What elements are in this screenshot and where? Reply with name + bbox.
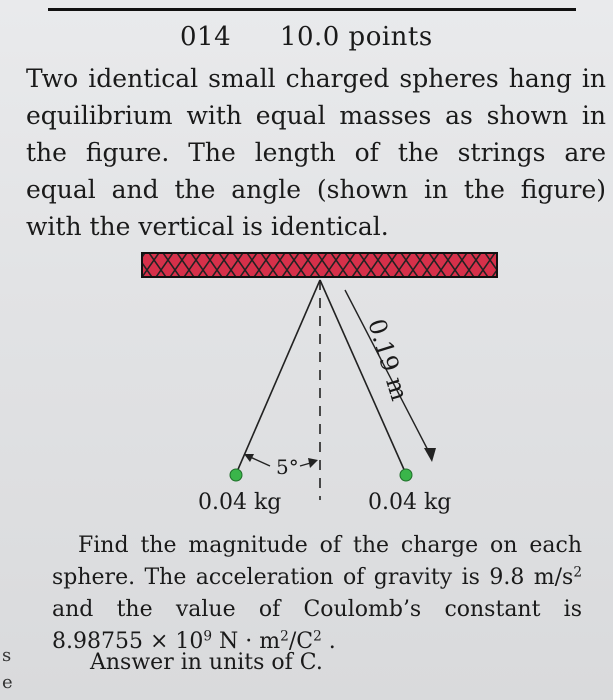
question-points: 10.0 points [279,22,433,52]
units-text: N · m [212,629,281,654]
left-sphere [230,469,242,481]
units-exponent-m: 2 [280,628,289,645]
answer-units: Answer in units of C. [90,650,323,675]
units-c: /C [288,629,314,654]
left-mass-label: 0.04 kg [198,490,282,515]
find-prefix: Find the magnitude of the charge on each sphere. The acceleration of gravity is 9.8 m/s [52,533,582,590]
right-sphere [400,469,412,481]
angle-label: 5° [276,455,299,479]
question-number: 014 [180,22,232,52]
margin-fragment-2: e [2,672,13,693]
question-text [52,530,582,658]
string-length-label: 0.19 m [362,315,414,404]
ceiling-hatch [142,253,497,277]
length-arrowhead [424,448,436,462]
right-mass-label: 0.04 kg [368,490,452,515]
units-exponent-c: 2 [313,628,322,645]
angle-arrowhead-right [308,458,318,468]
left-string [236,280,320,474]
coulomb-exponent: 9 [203,628,213,645]
coulomb-text: and the value of Coulomb’s constant is 8.98755 × 10 [52,597,582,654]
margin-fragment-1: s [2,645,12,666]
gravity-exponent: 2 [573,564,582,581]
period: . [321,629,336,654]
problem-statement: Two identical small charged spheres hang in equilibrium with equal masses as shown in the figure. The length of the strings are equal and the angle (shown in the figure) with the vertical is identical. [26,64,606,241]
